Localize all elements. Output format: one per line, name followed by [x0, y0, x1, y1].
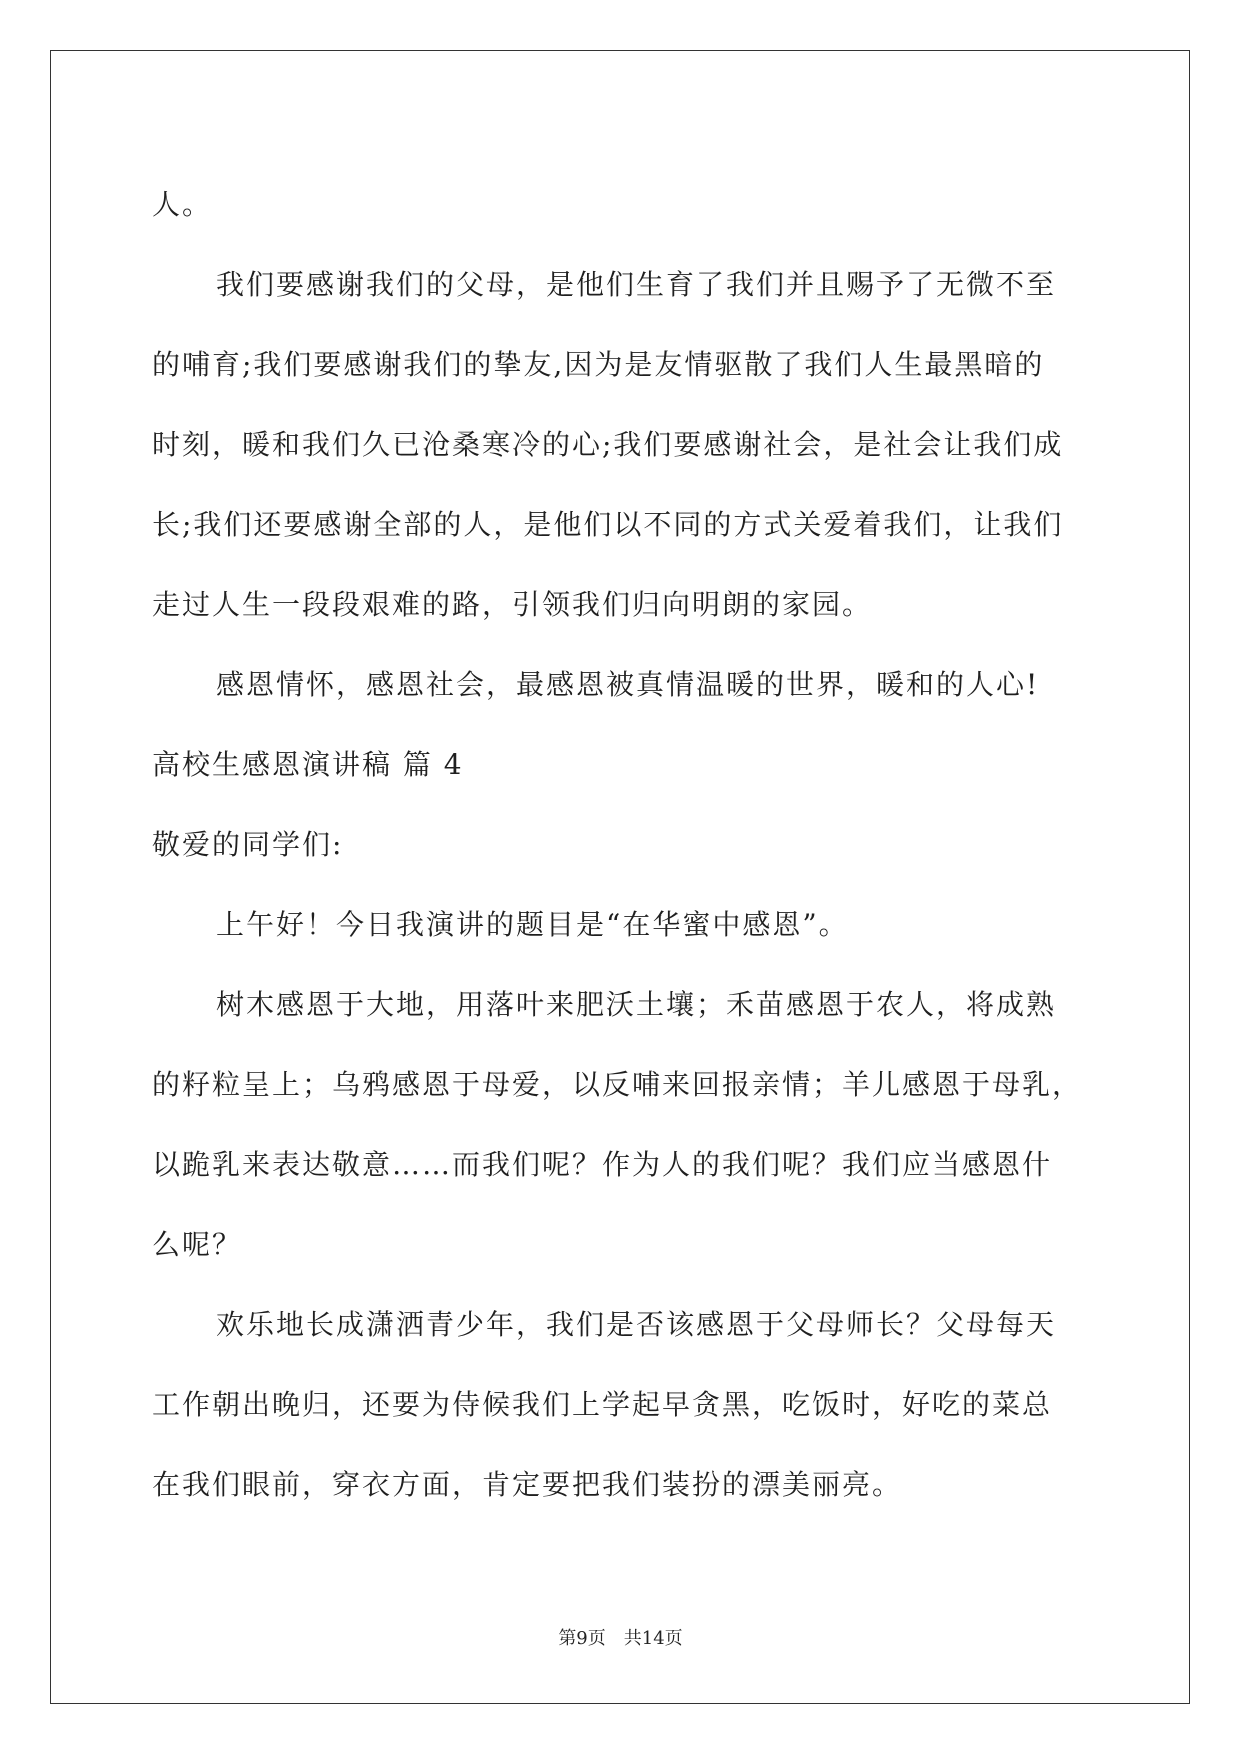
page-total: 共14页 — [623, 1628, 683, 1649]
text-line: 长;我们还要感谢全部的人，是他们以不同的方式关爱着我们，让我们 — [152, 508, 1064, 541]
text-line: 么呢？ — [152, 1228, 243, 1261]
text-line: 走过人生一段段艰难的路，引领我们归向明朗的家园。 — [152, 588, 873, 621]
document-body — [152, 165, 1098, 1525]
page-footer — [0, 1624, 1241, 1650]
section-heading: 高校生感恩演讲稿 篇 4 — [152, 748, 464, 781]
text-line: 在我们眼前，穿衣方面，肯定要把我们装扮的漂美丽亮。 — [152, 1468, 903, 1501]
text-line: 我们要感谢我们的父母，是他们生育了我们并且赐予了无微不至 — [216, 268, 1057, 301]
text-line: 以跪乳来表达敬意……而我们呢？作为人的我们呢？我们应当感恩什 — [152, 1148, 1053, 1181]
text-line: 人。 — [152, 188, 213, 221]
text-line: 时刻，暖和我们久已沧桑寒冷的心;我们要感谢社会，是社会让我们成 — [152, 428, 1064, 461]
text-line: 的籽粒呈上；乌鸦感恩于母爱，以反哺来回报亲情；羊儿感恩于母乳， — [152, 1068, 1083, 1101]
text-line: 欢乐地长成潇洒青少年，我们是否该感恩于父母师长？父母每天 — [216, 1308, 1057, 1341]
salutation: 敬爱的同学们: — [152, 828, 344, 861]
text-line: 上午好！今日我演讲的题目是“在华蜜中感恩”。 — [216, 908, 849, 941]
text-line: 感恩情怀，感恩社会，最感恩被真情温暖的世界，暖和的人心! — [216, 668, 1040, 701]
page-number: 第9页 — [558, 1628, 606, 1649]
text-line: 工作朝出晚归，还要为侍候我们上学起早贪黑，吃饭时，好吃的菜总 — [152, 1388, 1053, 1421]
text-line: 的哺育;我们要感谢我们的挚友,因为是友情驱散了我们人生最黑暗的 — [152, 348, 1045, 381]
text-line: 树木感恩于大地，用落叶来肥沃土壤；禾苗感恩于农人，将成熟 — [216, 988, 1057, 1021]
